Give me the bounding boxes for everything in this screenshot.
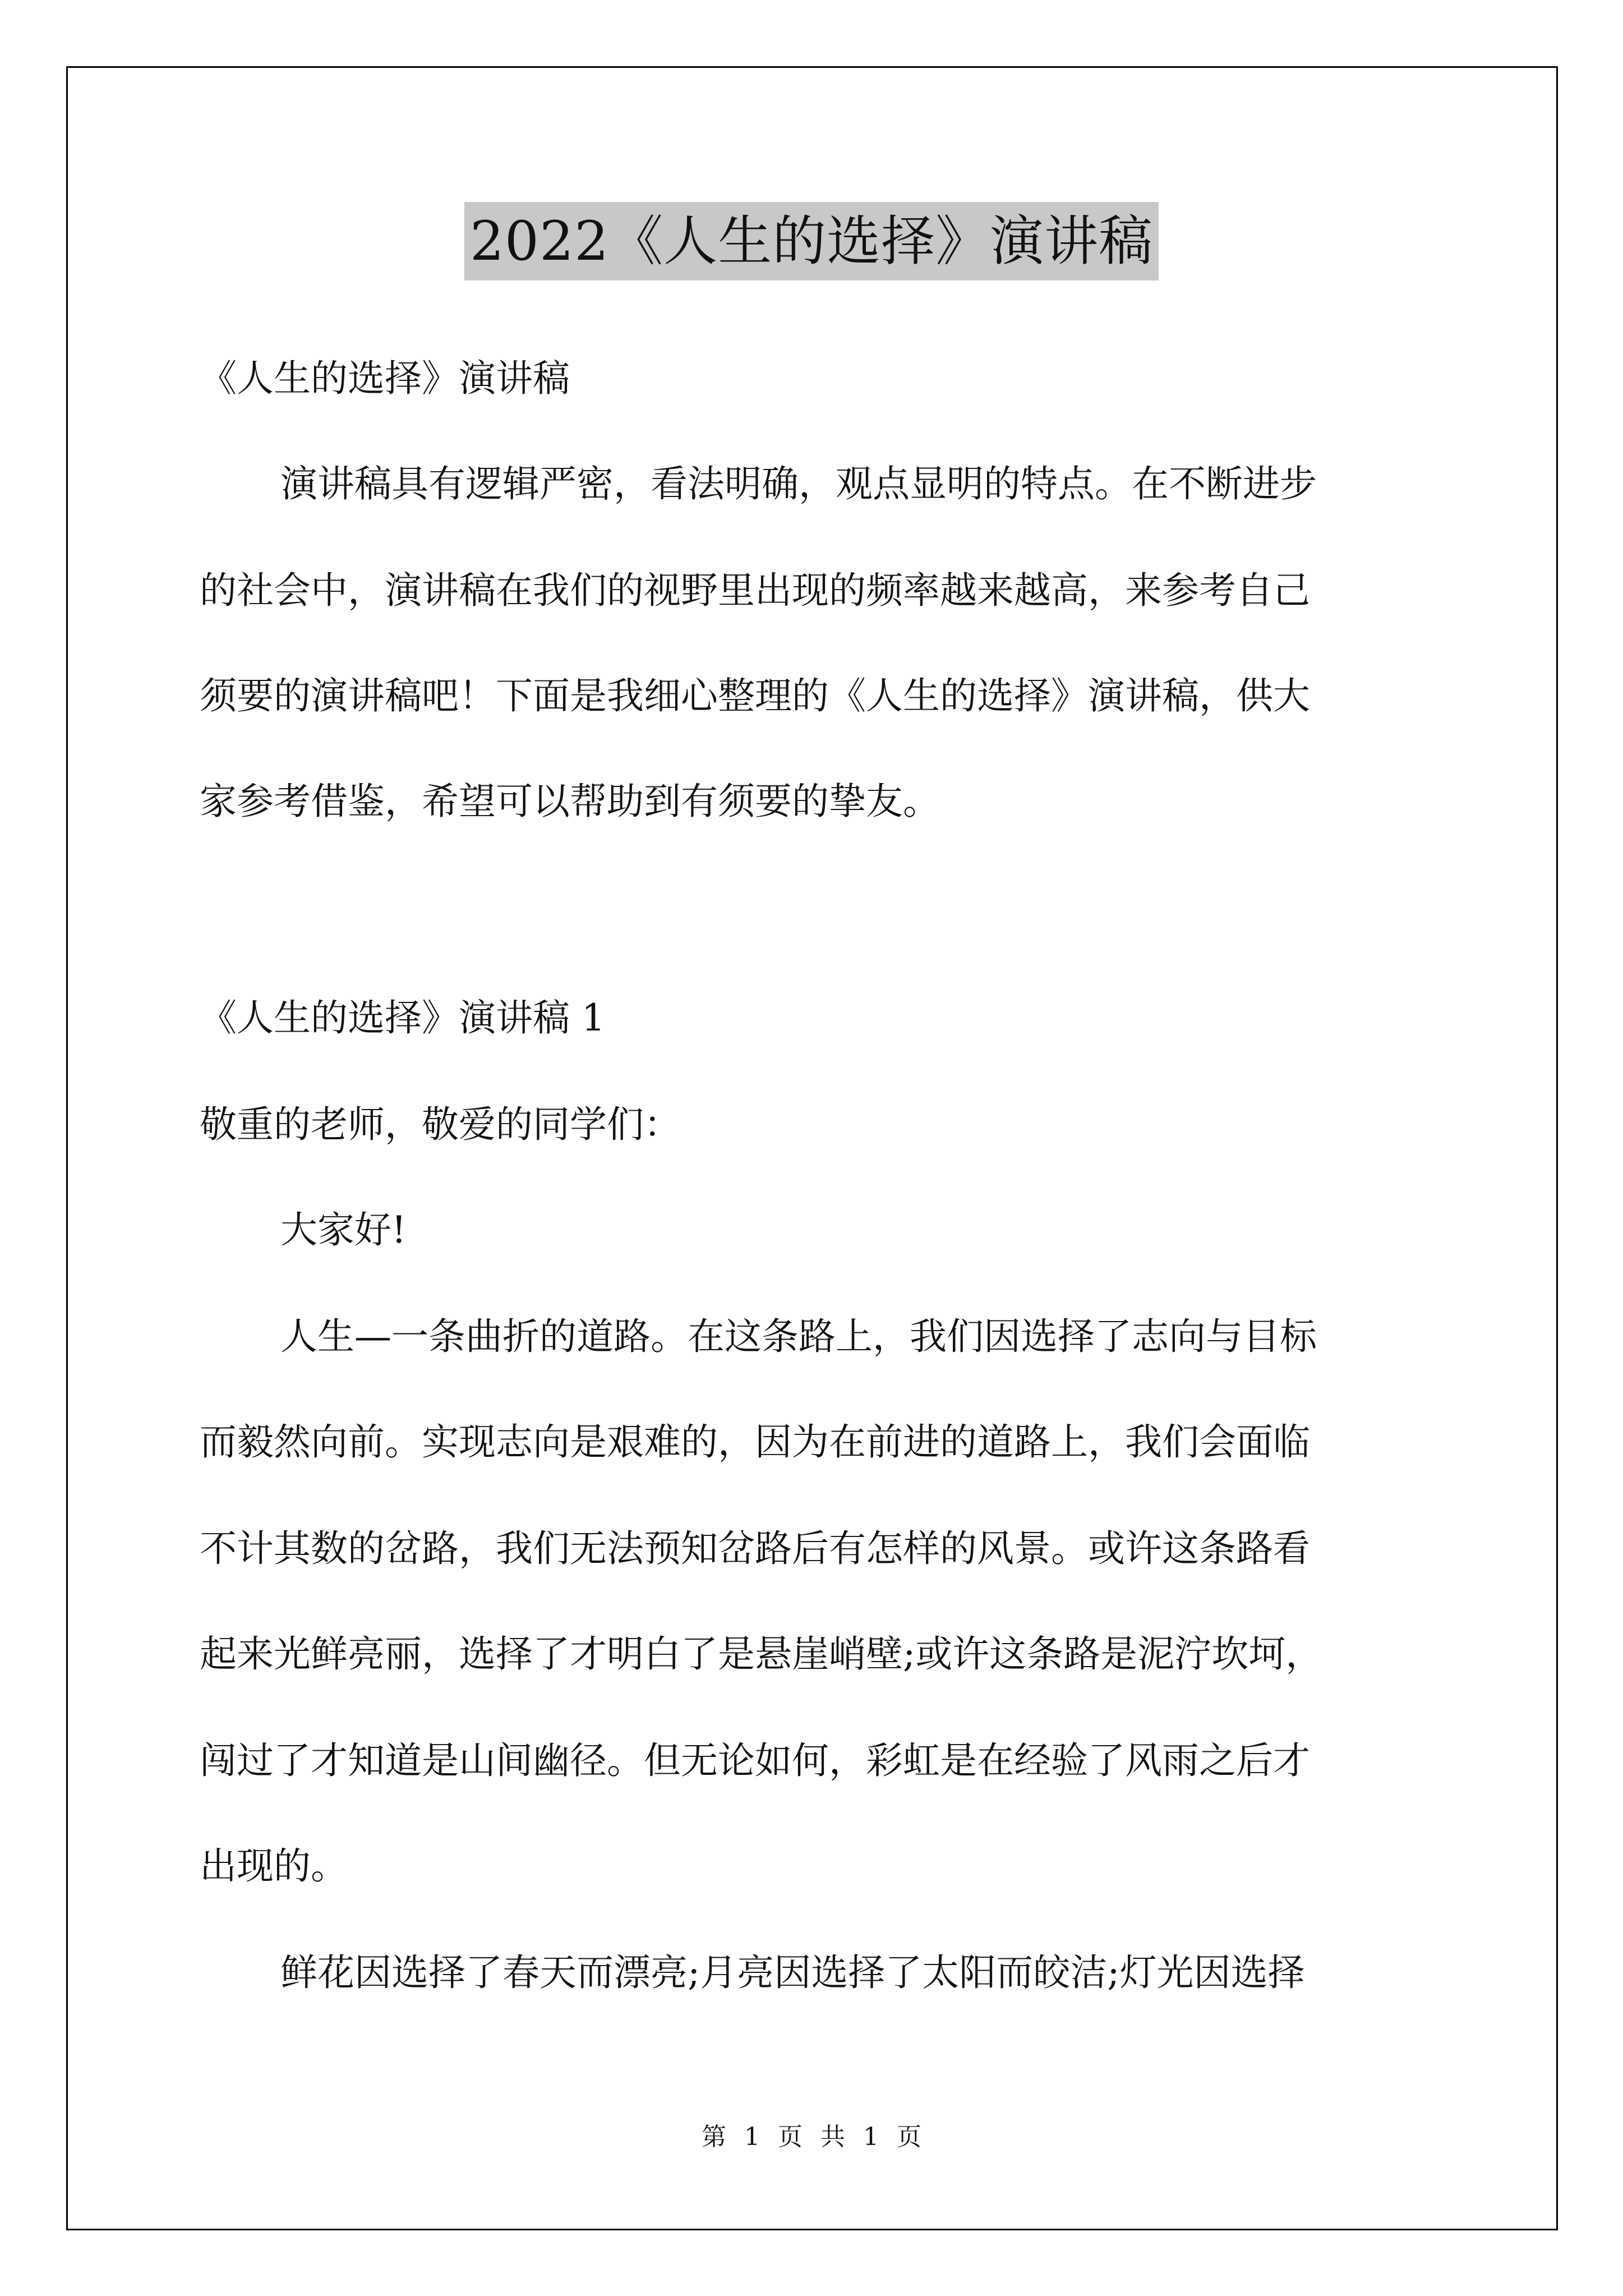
paragraph-line: 须要的演讲稿吧！下面是我细心整理的《人生的选择》演讲稿，供大 [200,674,1310,717]
paragraph-line: 演讲稿具有逻辑严密，看法明确，观点显明的特点。在不断进步 [280,462,1317,505]
paragraph-line: 的社会中，演讲稿在我们的视野里出现的频率越来越高，来参考自己 [200,569,1310,612]
paragraph-line: 家参考借鉴，希望可以帮助到有须要的挚友。 [200,780,940,823]
section-heading: 《人生的选择》演讲稿 1 [200,996,605,1039]
page-footer: 第 1 页 共 1 页 [702,2123,921,2151]
paragraph-line: 闯过了才知道是山间幽径。但无论如何，彩虹是在经验了风雨之后才 [200,1739,1310,1782]
greeting-line: 大家好! [280,1208,407,1251]
paragraph-line: 不计其数的岔路，我们无法预知岔路后有怎样的风景。或许这条路看 [200,1527,1310,1570]
document-title: 2022《人生的选择》演讲稿 [464,202,1159,280]
subtitle-line: 《人生的选择》演讲稿 [200,357,570,400]
paragraph-line: 出现的。 [200,1844,348,1888]
title-container [0,202,1623,280]
paragraph-line: 而毅然向前。实现志向是艰难的，因为在前进的道路上，我们会面临 [200,1420,1310,1464]
paragraph-line: 鲜花因选择了春天而漂亮;月亮因选择了太阳而皎洁;灯光因选择 [280,1951,1305,1994]
paragraph-line: 起来光鲜亮丽，选择了才明白了是悬崖峭壁;或许这条路是泥泞坎坷， [200,1632,1323,1676]
paragraph-line: 人生—一条曲折的道路。在这条路上，我们因选择了志向与目标 [280,1315,1317,1358]
salutation-line: 敬重的老师，敬爱的同学们： [200,1103,681,1146]
